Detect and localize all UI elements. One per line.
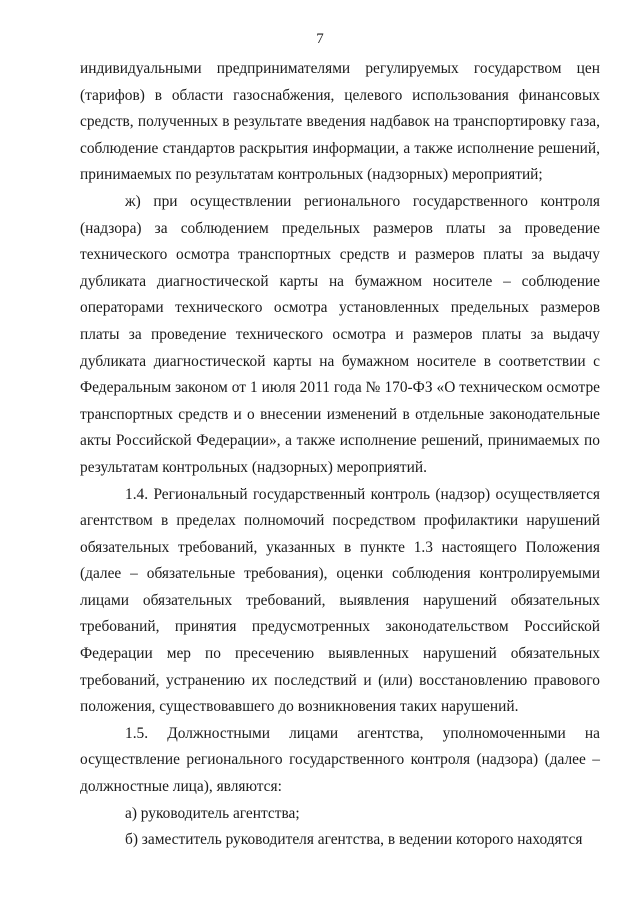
paragraph-item-zh: ж) при осуществлении регионального государственного контроля (надзора) за соблюдением предельных размеров платы за проведение технического осмотра транспортных средств и размеров платы за выдачу дубликата диагностической карты на бумажном носителе – соблюдение операторами технического осмотра установленных предельных размеров платы за проведение технического осмотра и размеров платы за выдачу дубликата диагностической карты на бумажном носителе в соответствии с Федеральным законом от 1 июля 2011 года № 170-ФЗ «О техническом осмотре транспортных средств и о внесении изменений в отдельные законодательные акты Российской Федерации», а также исполнение решений, принимаемых по результатам контрольных (надзорных) мероприятий. xyxy=(80,192,600,476)
paragraph-continuation: индивидуальными предпринимателями регулируемых государством цен (тарифов) в области газоснабжения, целевого использования финансовых средств, полученных в результате введения надбавок на транспортировку газа, соблюдение стандартов раскрытия информации, а также исполнение решений, принимаемых по результатам контрольных (надзорных) мероприятий; xyxy=(80,60,600,184)
paragraph-item-b: б) заместитель руководителя агентства, в ведении которого находятся xyxy=(125,831,583,849)
paragraph-item-a: а) руководитель агентства; xyxy=(125,804,300,822)
paragraph-section-1-4: 1.4. Региональный государственный контроль (надзор) осуществляется агентством в пределах полномочий посредством профилактики нарушений обязательных требований, указанных в пункте 1.3 настоящего Положения (далее – обязательные требования), оценки соблюдения контролируемыми лицами обязательных требований, выявления нарушений обязательных требований, принятия предусмотренных законодательством Российской Федерации мер по пресечению выявленных нарушений обязательных требований, устранению их последствий и (или) восстановлению правового положения, существовавшего до возникновения таких нарушений. xyxy=(80,485,600,716)
paragraph-section-1-5: 1.5. Должностными лицами агентства, уполномоченными на осуществление регионального государственного контроля (надзора) (далее – должностные лица), являются: xyxy=(80,724,600,796)
page-number: 7 xyxy=(316,31,324,47)
document-body xyxy=(80,56,600,854)
